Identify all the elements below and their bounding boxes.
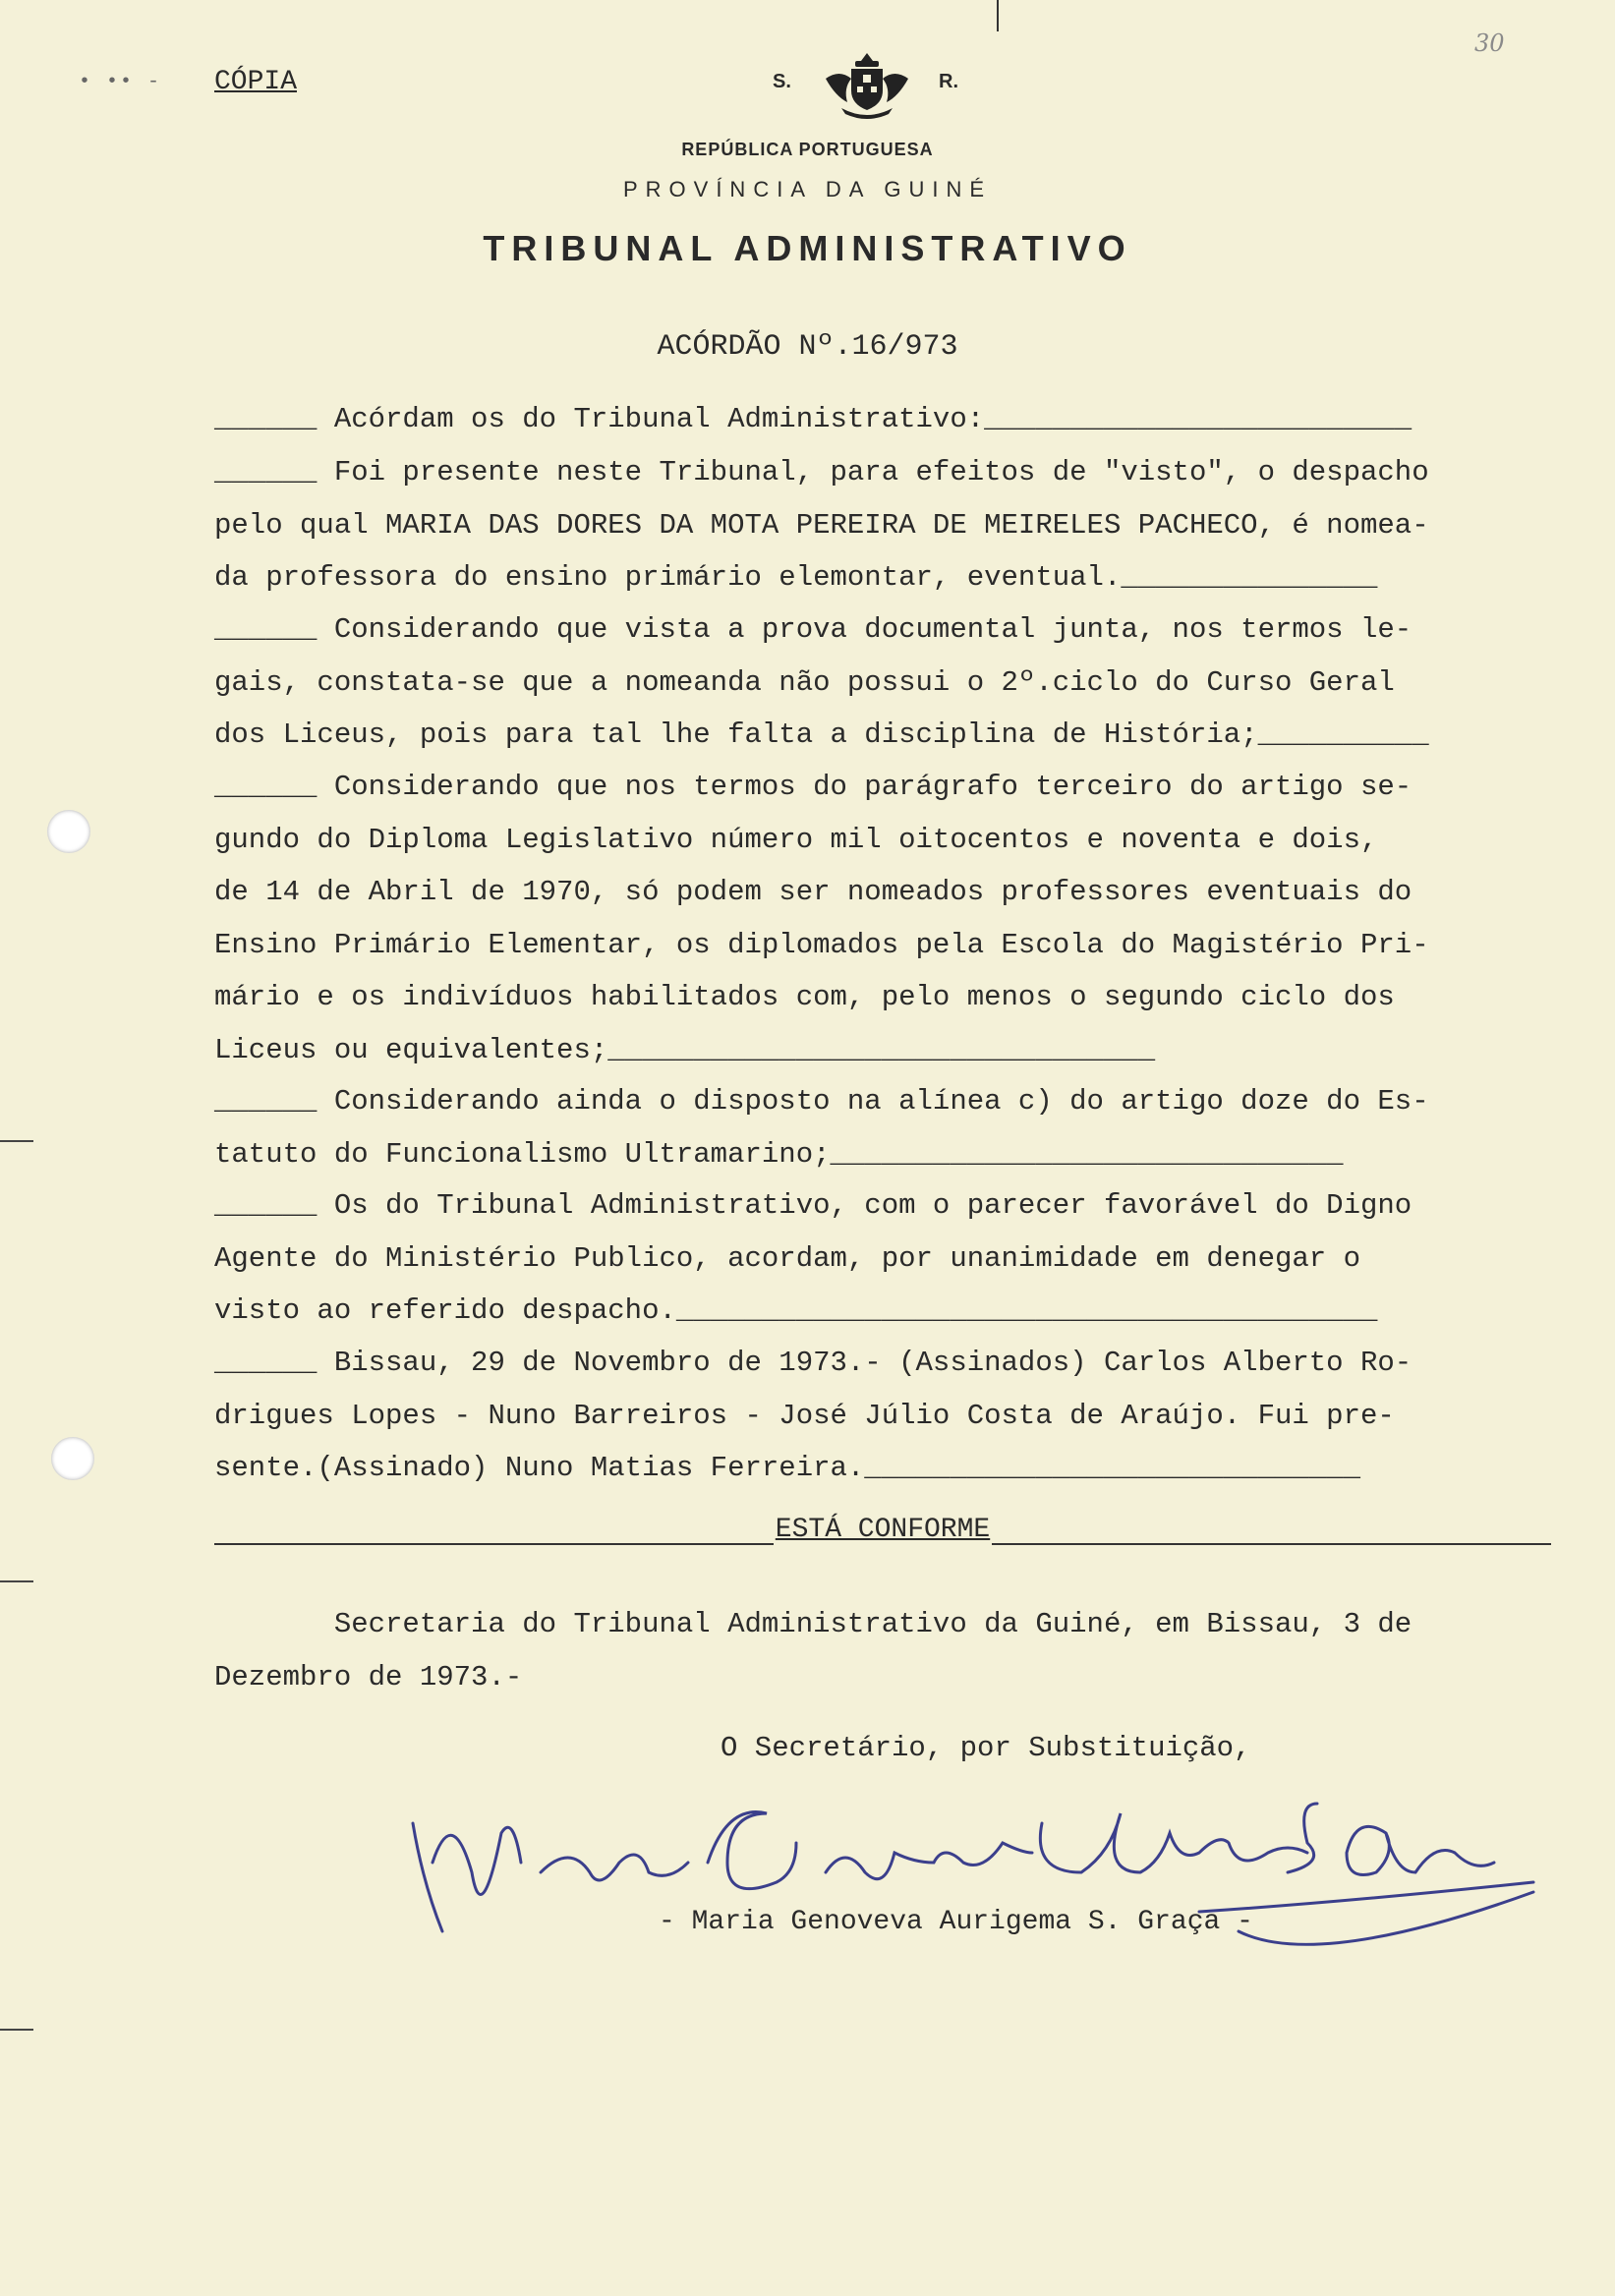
paragraph-considerando-3: ______ Considerando ainda o disposto na alínea c) do artigo doze do Es- tatuto do Funcionalismo Ultramarino;______________________________ [214, 1085, 1429, 1171]
archive-number: 30 [1474, 29, 1505, 57]
paragraph-considerando-1: ______ Considerando que vista a prova documental junta, nos termos le- gais, constata-se que a nomeanda não possui o 2º.ciclo do Curso Geral dos Liceus, pois para tal lhe falta a disciplina de História;__________ [214, 613, 1429, 751]
province-heading: PROVÍNCIA DA GUINÉ [622, 177, 993, 201]
copy-label: CÓPIA [214, 67, 298, 97]
corner-marks: • •• - [79, 71, 162, 93]
paragraph-signatories: ______ Bissau, 29 de Novembro de 1973.- (Assinados) Carlos Alberto Ro- drigues Lopes - Nuno Barreiros - José Júlio Costa de Araújo. Fui pre- sente.(Assinado) Nuno Matias Ferreira._____________________________ [214, 1347, 1413, 1484]
punch-hole [47, 810, 90, 853]
conforme-label: ESTÁ CONFORME [775, 1515, 991, 1545]
paragraph-considerando-2: ______ Considerando que nos termos do parágrafo terceiro do artigo se- gundo do Diploma Legislativo número mil oitocentos e noventa e dois, de 14 de Abril de 1970, só podem ser nomeados professores eventuais do Ensino Primário Elementar, os diplomados pela Escola do Magistério Pri- mário e os indivíduos habilitados com, pelo menos o segundo ciclo dos Liceus ou equivalentes;________________________________ [214, 771, 1429, 1066]
header-r-letter: R. [939, 71, 958, 92]
top-fold-mark [997, 0, 999, 31]
punch-hole [51, 1437, 94, 1480]
conforme-rule-right [992, 1514, 1551, 1545]
tribunal-heading: TRIBUNAL ADMINISTRATIVO [483, 228, 1132, 268]
margin-mark [0, 1580, 33, 1582]
secretary-title: O Secretário, por Substituição, [721, 1732, 1251, 1764]
margin-mark [0, 1140, 33, 1142]
paragraph-acordam: ______ Acórdam os do Tribunal Administrativo:_________________________ [214, 403, 1413, 435]
document-title: ACÓRDÃO Nº.16/973 [657, 330, 958, 364]
paragraph-decision: ______ Os do Tribunal Administrativo, com o parecer favorável do Digno Agente do Ministério Publico, acordam, por unanimidade em denegar o visto ao referido despacho._________________________________________ [214, 1189, 1413, 1327]
secretariat-paragraph: Secretaria do Tribunal Administrativo da Guiné, em Bissau, 3 de Dezembro de 1973.- [214, 1608, 1413, 1693]
margin-mark [0, 2029, 33, 2031]
conforme-line [214, 1514, 1551, 1545]
signer-name: - Maria Genoveva Aurigema S. Graça - [659, 1907, 1253, 1937]
header-s-letter: S. [773, 71, 791, 92]
conforme-rule-left [214, 1514, 774, 1545]
coat-of-arms-icon [822, 49, 912, 120]
republic-heading: REPÚBLICA PORTUGUESA [681, 140, 934, 159]
paragraph-despacho: ______ Foi presente neste Tribunal, para efeitos de "visto", o despacho pelo qual MARIA DAS DORES DA MOTA PEREIRA DE MEIRELES PACHECO, é nomea- da professora do ensino primário elemontar, eventual._______________ [214, 456, 1429, 594]
